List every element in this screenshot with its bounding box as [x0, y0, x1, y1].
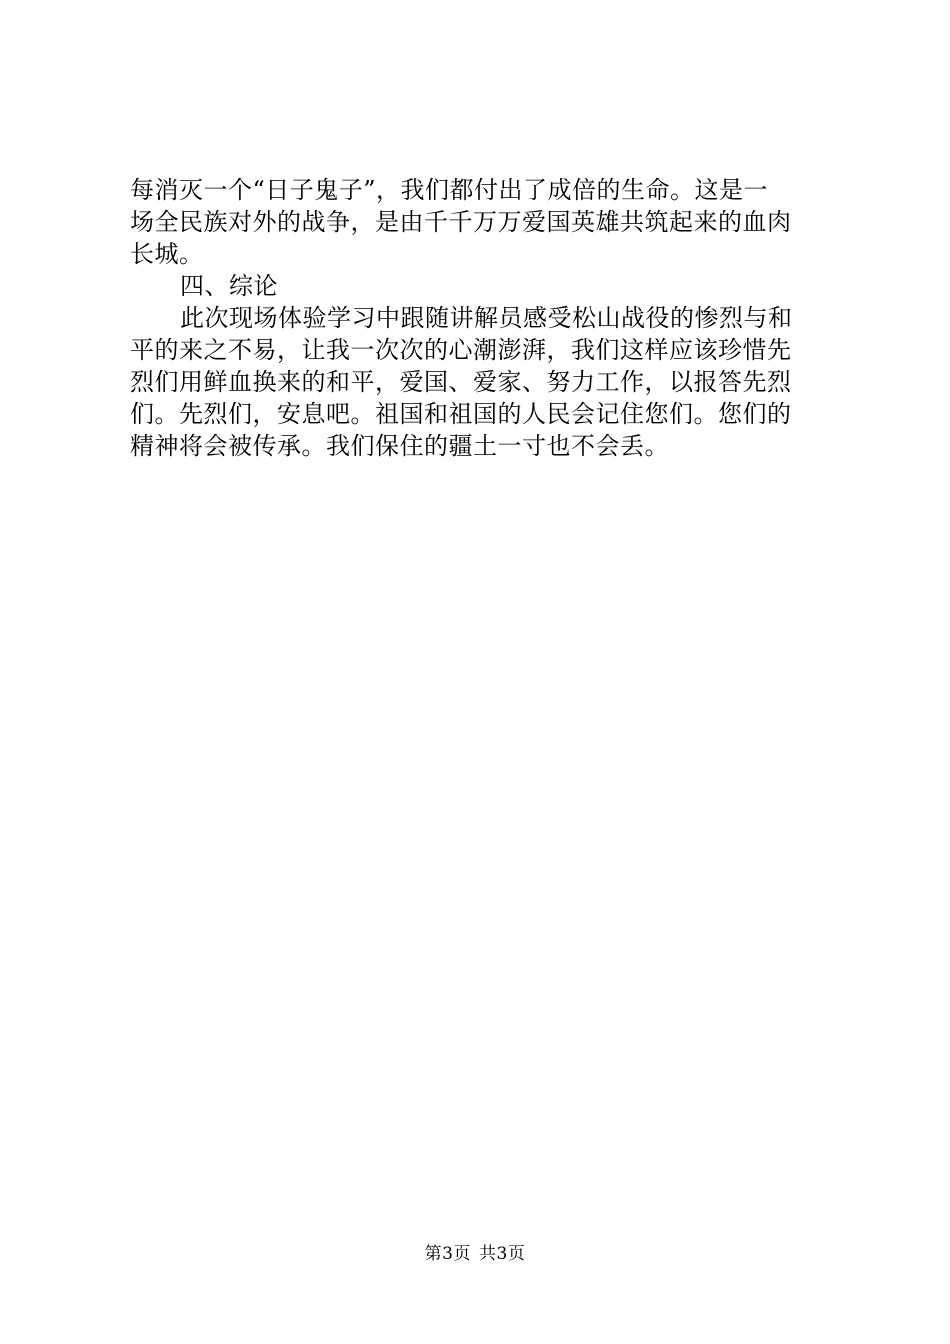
paragraph-line: 精神将会被传承。我们保住的疆土一寸也不会丢。 — [130, 432, 669, 460]
paragraph-line: 每消灭一个“日子鬼子”，我们都付出了成倍的生命。这是一 — [130, 176, 769, 204]
section-heading: 四、综论 — [180, 272, 278, 300]
paragraph-line: 场全民族对外的战争，是由千千万万爱国英雄共筑起来的血肉 — [130, 208, 792, 236]
page-number-total: 共3页 — [479, 1244, 526, 1264]
page-number-current: 第3页 — [424, 1244, 471, 1264]
paragraph-line: 此次现场体验学习中跟随讲解员感受松山战役的惨烈与和 — [180, 304, 793, 332]
document-body — [130, 174, 830, 462]
paragraph-line: 们。先烈们，安息吧。祖国和祖国的人民会记住您们。您们的 — [130, 400, 792, 428]
page-footer — [0, 1243, 950, 1265]
paragraph-line: 平的来之不易，让我一次次的心潮澎湃，我们这样应该珍惜先 — [130, 336, 792, 364]
paragraph-line: 长城。 — [130, 240, 204, 268]
paragraph-line: 烈们用鲜血换来的和平，爱国、爱家、努力工作，以报答先烈 — [130, 368, 792, 396]
